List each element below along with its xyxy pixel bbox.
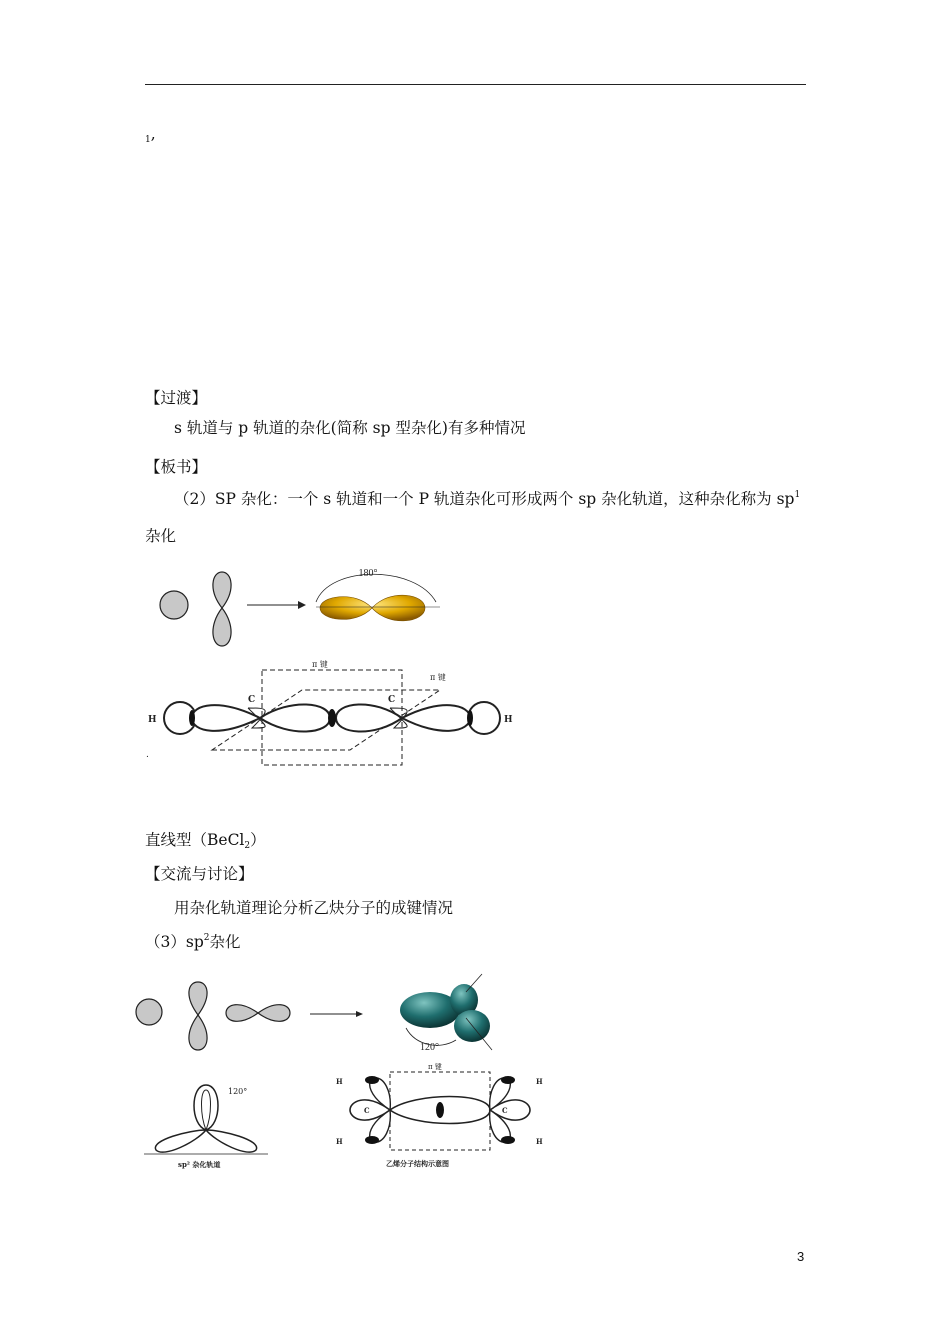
ethylene-structure-figure — [330, 1062, 555, 1172]
eth-h-1: H — [336, 1077, 343, 1086]
heading-discussion: 【交流与讨论】 — [145, 865, 254, 883]
heading-board: 【板书】 — [145, 458, 208, 476]
transition-text: s 轨道与 p 轨道的杂化(简称 sp 型杂化)有多种情况 — [174, 419, 526, 437]
para-line-1: $_1$, — [145, 125, 156, 145]
body-paragraph — [145, 116, 810, 154]
sp2-hybrid-figure — [130, 970, 510, 1060]
eth-h-4: H — [536, 1137, 543, 1146]
linear-becl2: 直线型（BeCl$_2$） — [145, 831, 266, 851]
angle-120-label: 120° — [420, 1042, 439, 1053]
sp-hybrid-line-end: 杂化 — [145, 527, 177, 545]
ethylene-caption: 乙烯分子结构示意图 — [386, 1159, 449, 1168]
sp2-orbitals-3d — [400, 974, 492, 1050]
atom-c-left: C — [248, 695, 256, 705]
pi-bond-label-2: π 键 — [430, 673, 446, 682]
svg-text:.: . — [146, 750, 149, 760]
sp-hybrid-figure — [150, 560, 460, 655]
sp2-orbital-sketch — [140, 1080, 275, 1170]
eth-c-1: C — [364, 1106, 370, 1115]
s-orbital-circle — [160, 591, 188, 619]
eth-h-2: H — [336, 1137, 343, 1146]
sp2-heading: $(3)sp^2$杂化 — [145, 933, 241, 951]
discussion-text: 用杂化轨道理论分析乙炔分子的成键情况 — [174, 899, 454, 917]
s-orbital-circle — [136, 999, 162, 1025]
arrow-head — [298, 601, 306, 609]
header-rule — [145, 84, 806, 85]
sp2-orbital-caption: sp² 杂化轨道 — [178, 1160, 221, 1169]
heading-transition: 【过渡】 — [145, 389, 208, 407]
eth-c-2: C — [502, 1106, 508, 1115]
atom-c-right: C — [388, 695, 396, 705]
p-orbital-vertical — [189, 982, 207, 1050]
atom-h-right: H — [504, 715, 513, 725]
pi-bond-label-1: π 键 — [312, 660, 328, 669]
sp-orbital-lobes — [320, 595, 425, 621]
angle-180-label: 180° — [358, 568, 378, 579]
p-orbital-horizontal — [226, 1005, 290, 1022]
sp-hybrid-line: （2）SP 杂化：一个 s 轨道和一个 P 轨道杂化可形成两个 sp 杂化轨道，这种杂化称为 $sp^1$ — [174, 490, 801, 508]
ethylene-pi-label: π 键 — [428, 1063, 442, 1071]
eth-h-3: H — [536, 1077, 543, 1086]
arrow-head — [356, 1011, 363, 1017]
page-number: 3 — [797, 1249, 805, 1264]
atom-h-left: H — [148, 715, 157, 725]
p-orbital-lobes — [213, 572, 231, 646]
acetylene-bonding-figure — [140, 660, 530, 775]
angle-120-small: 120° — [228, 1087, 248, 1096]
